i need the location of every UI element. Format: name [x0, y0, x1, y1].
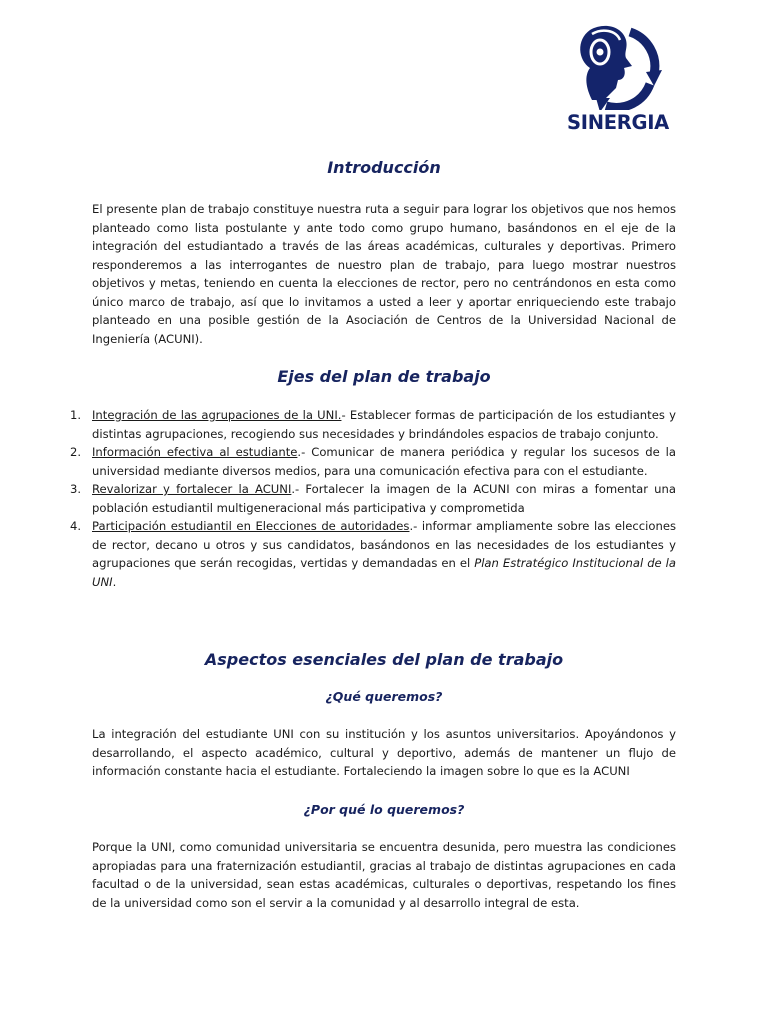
ejes-title: Ejes del plan de trabajo [277, 367, 491, 386]
list-number: 4. [70, 519, 82, 533]
question-por-que: ¿Por qué lo queremos? [303, 802, 465, 817]
list-item-term: Revalorizar y fortalecer la ACUNI [92, 482, 292, 496]
list-number: 2. [70, 445, 82, 459]
sinergia-logo [556, 22, 680, 134]
list-item [70, 480, 676, 517]
answer-por-que: Porque la UNI, como comunidad universitaria se encuentra desunida, pero muestra las condiciones apropiadas para una fraternización estudiantil, gracias al trabajo de distintas agrupaciones en cada facultad o de la universidad, sean estas académicas, culturales o deportivas, respetando los fines de la universidad como son el servir a la comunidad y al desarrollo integral de esta. [92, 840, 676, 910]
intro-paragraph: El presente plan de trabajo constituye nuestra ruta a seguir para lograr los objetivos que nos hemos planteado como lista postulante y ante todo como grupo humano, basándonos en el eje de la integración del estudiantado a través de las áreas académicas, culturales y deportivas. Primero responderemos a las interrogantes de nuestro plan de trabajo, para luego mostrar nuestros objetivos y metas, teniendo en cuenta la elecciones de rector, pero no centrándonos en esta como único marco de trabajo, así que lo invitamos a usted a leer y aportar enriqueciendo este trabajo planteado en una posible gestión de la Asociación de Centros de la Universidad Nacional de Ingeniería (ACUNI). [92, 202, 676, 346]
list-item [70, 443, 676, 480]
sinergia-head-cycle-logo-icon [570, 22, 662, 110]
list-item-after: . [112, 574, 117, 589]
aspectos-title: Aspectos esenciales del plan de trabajo [204, 650, 564, 669]
list-item [70, 406, 676, 443]
list-item-term: Integración de las agrupaciones de la UNI. [92, 408, 342, 422]
question-que-queremos: ¿Qué queremos? [325, 689, 443, 704]
answer-que-queremos: La integración del estudiante UNI con su institución y los asuntos universitarios. Apoyándonos y desarrollando, el aspecto académico, cultural y deportivo, además de mantener un flujo de información constante hacia el estudiante. Fortaleciendo la imagen sobre lo que es la ACUNI [92, 727, 676, 778]
intro-title: Introducción [327, 158, 441, 177]
list-item [70, 517, 676, 591]
list-item-term: Participación estudiantil en Elecciones de autoridades [92, 519, 410, 533]
list-item-text: .- Comunicar de manera periódica y regular los sucesos de la universidad mediante diversos medios, para una comunicación efectiva para con el estudiante. [92, 445, 676, 478]
list-item-text: .- Fortalecer la imagen de la ACUNI con miras a fomentar una población estudiantil multigeneracional más participativa y comprometida [92, 482, 676, 515]
list-item-text: - Establecer formas de participación de los estudiantes y distintas agrupaciones, recogiendo sus necesidades y brindándoles espacios de trabajo conjunto. [92, 408, 676, 441]
list-item-term: Información efectiva al estudiante [92, 445, 298, 459]
list-item-text: .- informar ampliamente sobre las elecciones de rector, decano u otros y sus candidatos, basándonos en las necesidades de los estudiantes y agrupaciones que serán recogidas, vertidas y demandadas en el [92, 519, 676, 570]
list-number: 3. [70, 482, 82, 496]
logo-text: SINERGIA [567, 111, 669, 134]
list-number: 1. [70, 408, 82, 422]
ejes-list [70, 406, 676, 591]
list-item-italic: Plan Estratégico Institucional de la UNI [92, 556, 676, 589]
